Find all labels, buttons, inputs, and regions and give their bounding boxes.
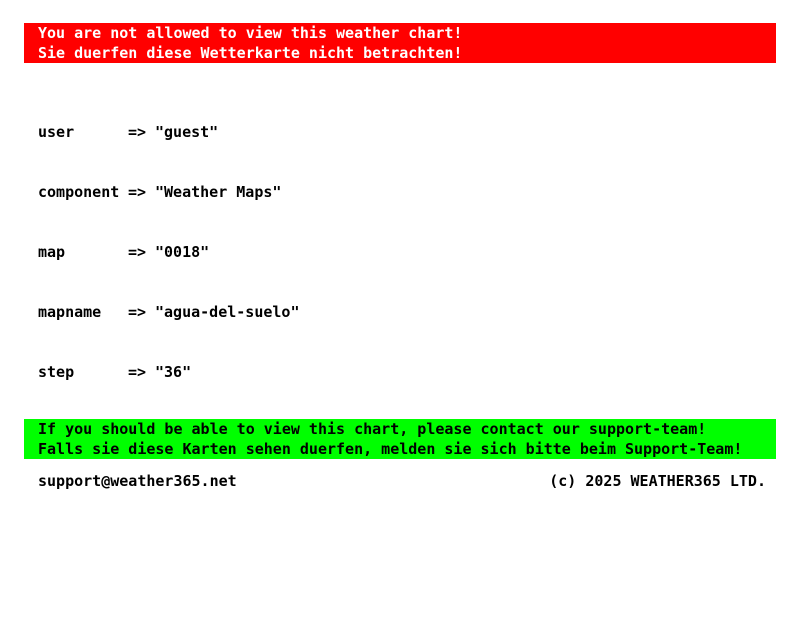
kv-value: "Weather Maps" [155,183,282,201]
kv-arrow: => [128,123,147,141]
kv-row-map [38,242,776,262]
kv-arrow: => [128,243,147,261]
kv-arrow: => [128,183,147,201]
request-details [38,82,776,402]
kv-key: step [38,363,75,381]
kv-key: user [38,123,75,141]
kv-row-component [38,182,776,202]
kv-key: map [38,243,66,261]
kv-row-mapname [38,302,776,322]
contact-support-line-en: If you should be able to view this chart, please contact our support-team! [38,420,707,438]
footer [24,471,776,491]
support-email: support@weather365.net [38,472,237,490]
contact-support-banner [24,419,776,459]
contact-support-line-de: Falls sie diese Karten sehen duerfen, melden sie sich bitte beim Support-Team! [38,440,743,458]
kv-row-user [38,122,776,142]
access-denied-line-de: Sie duerfen diese Wetterkarte nicht betrachten! [38,44,463,62]
kv-key: component [38,183,120,201]
kv-row-step [38,362,776,382]
kv-value: "36" [155,363,192,381]
access-denied-line-en: You are not allowed to view this weather chart! [38,24,463,42]
kv-value: "guest" [155,123,219,141]
kv-value: "agua-del-suelo" [155,303,300,321]
kv-arrow: => [128,363,147,381]
access-denied-banner [24,23,776,63]
kv-key: mapname [38,303,102,321]
copyright-notice: (c) 2025 WEATHER365 LTD. [549,472,766,490]
kv-value: "0018" [155,243,210,261]
kv-arrow: => [128,303,147,321]
